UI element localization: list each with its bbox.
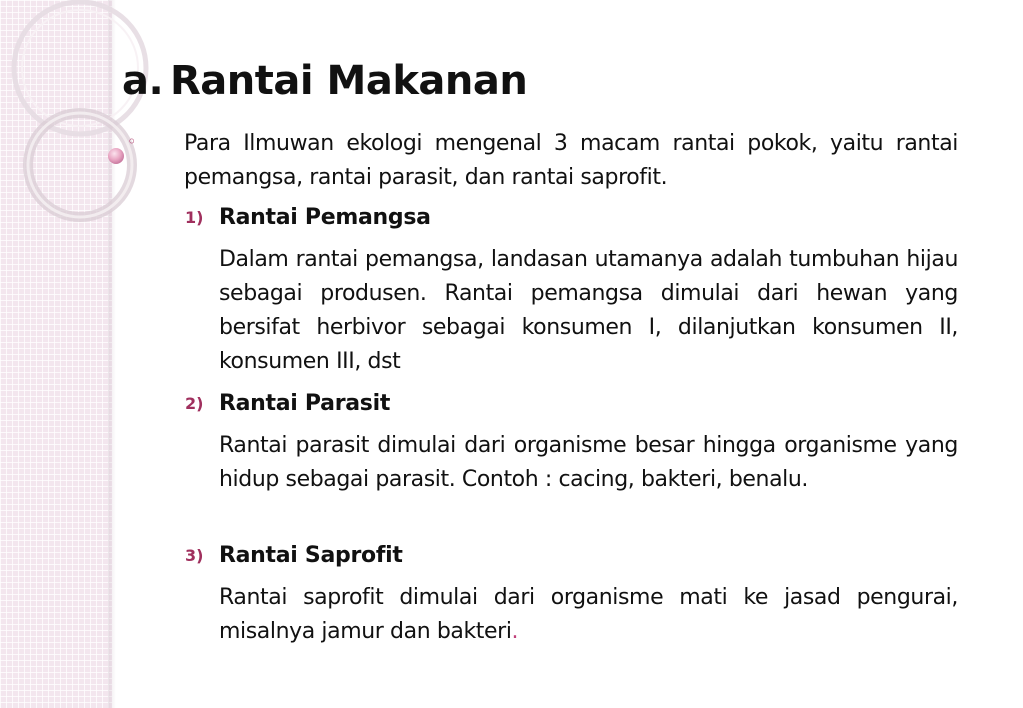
section-body-1: Dalam rantai pemangsa, landasan utamanya adalah tumbuhan hijau sebagai produsen. Rantai pemangsa dimulai dari hewan yang bersifat herbivor sebagai konsumen I, dilanjutkan konsumen II, konsumen III, dst — [219, 247, 958, 374]
intro-paragraph: Para Ilmuwan ekologi mengenal 3 macam rantai pokok, yaitu rantai pemangsa, rantai parasit, dan rantai saprofit. — [184, 131, 958, 190]
bullet-icon: ◦ — [127, 132, 137, 151]
page-title: Rantai Makanan — [170, 58, 528, 104]
section-heading-2: Rantai Parasit — [219, 391, 391, 416]
pink-pearl-icon — [108, 148, 124, 164]
section-number-2: 2) — [185, 394, 204, 413]
section-body-3-text: Rantai saprofit dimulai dari organisme mati ke jasad pengurai, misalnya jamur dan bakteri — [219, 585, 958, 644]
section-number-3: 3) — [185, 546, 204, 565]
title-number: a. — [122, 58, 164, 104]
section-body-2: Rantai parasit dimulai dari organisme besar hingga organisme yang hidup sebagai parasit. Contoh : cacing, bakteri, benalu. — [219, 433, 958, 492]
section-heading-3: Rantai Saprofit — [219, 543, 403, 568]
small-ring-highlight — [28, 113, 132, 217]
section-body-3-end-dot: . — [511, 619, 519, 644]
section-heading-1: Rantai Pemangsa — [219, 205, 431, 230]
section-body-3 — [219, 581, 958, 649]
section-number-1: 1) — [185, 208, 204, 227]
